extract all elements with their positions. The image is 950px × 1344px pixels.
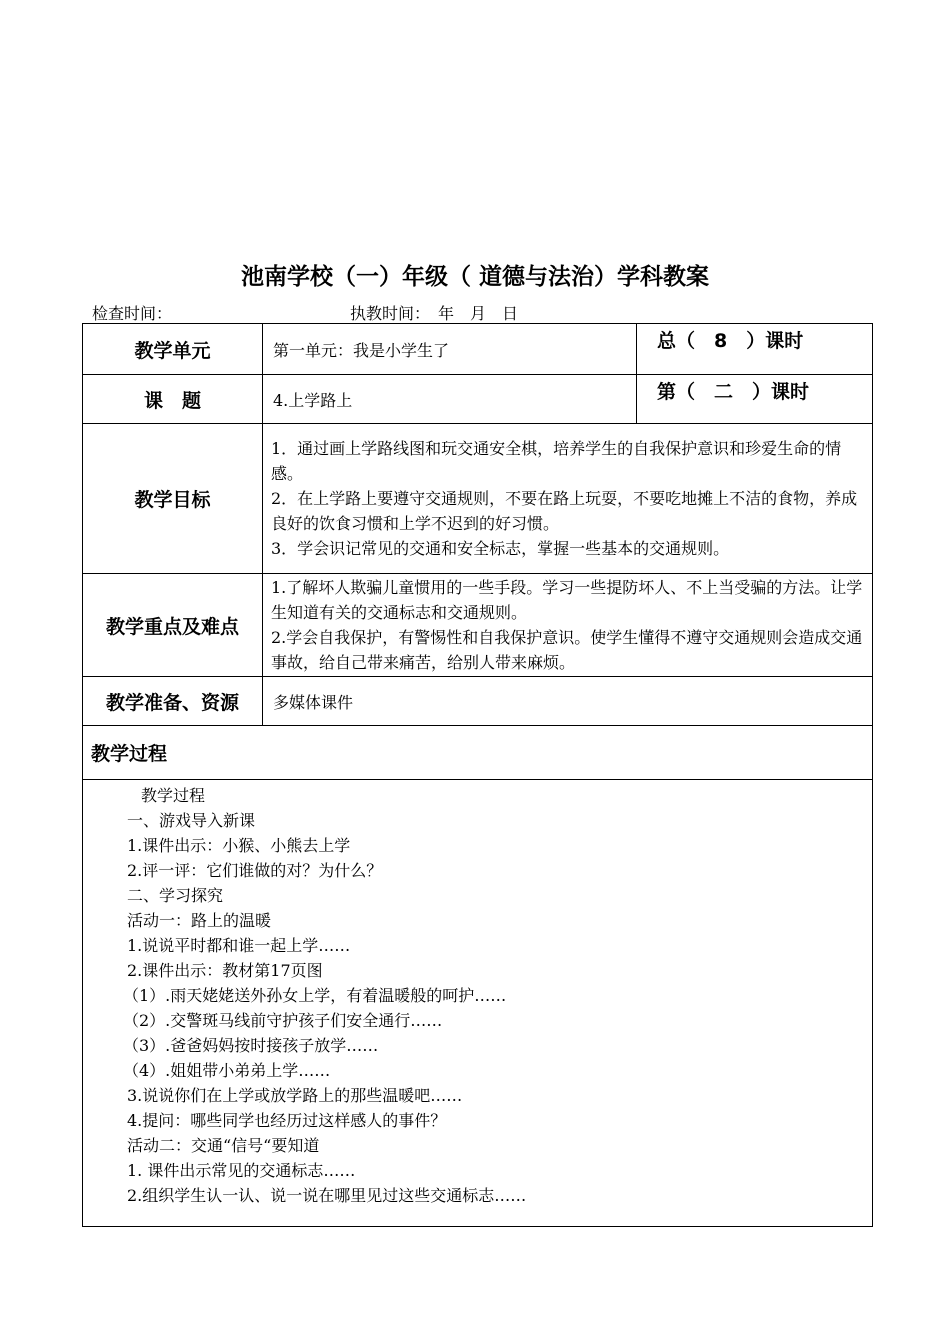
process-content <box>83 780 873 1227</box>
topic-label: 课 题 <box>83 375 263 424</box>
process-line: 二、学习探究 <box>127 886 224 905</box>
topic-value: 4.上学路上 <box>263 375 637 424</box>
process-line: 2.课件出示：教材第17页图 <box>127 961 323 980</box>
process-line: （2）.交警斑马线前守护孩子们安全通行…… <box>123 1011 443 1030</box>
process-line: 3.说说你们在上学或放学路上的那些温暖吧…… <box>127 1086 463 1105</box>
prep-value: 多媒体课件 <box>263 677 873 726</box>
process-line: 一、游戏导入新课 <box>127 811 256 830</box>
goal-item: 2．在上学路上要遵守交通规则，不要在路上玩耍，不要吃地摊上不洁的食物，养成良好的饮食习惯和上学不迟到的好习惯。 <box>271 489 858 533</box>
exec-time-label: 执教时间： 年 月 日 <box>350 304 519 323</box>
goals-content <box>263 424 873 574</box>
process-line: 活动一：路上的温暖 <box>127 911 272 930</box>
key-point-item: 2.学会自我保护，有警惕性和自我保护意识。使学生懂得不遵守交通规则会造成交通事故，给自己带来痛苦，给别人带来麻烦。 <box>271 628 863 672</box>
process-line: 4.提问：哪些同学也经历过这样感人的事件？ <box>127 1111 447 1130</box>
topic-row <box>83 375 873 424</box>
process-line: （4）.姐姐带小弟弟上学…… <box>123 1061 331 1080</box>
key-points-row <box>83 574 873 677</box>
process-header-row <box>83 726 873 780</box>
key-points-label: 教学重点及难点 <box>83 574 263 677</box>
unit-label: 教学单元 <box>83 324 263 375</box>
process-line: （1）.雨天姥姥送外孙女上学，有着温暖般的呵护…… <box>123 986 507 1005</box>
key-points-content <box>263 574 873 677</box>
process-label: 教学过程 <box>83 726 873 780</box>
process-line: 2.组织学生认一认、说一说在哪里见过这些交通标志…… <box>127 1186 527 1205</box>
process-line: （3）.爸爸妈妈按时接孩子放学…… <box>123 1036 379 1055</box>
unit-row <box>83 324 873 375</box>
process-line: 1. 课件出示常见的交通标志…… <box>127 1161 356 1180</box>
process-line: 活动二：交通“信号“要知道 <box>127 1136 320 1155</box>
process-line: 1.说说平时都和谁一起上学…… <box>127 936 351 955</box>
goal-item: 1．通过画上学路线图和玩交通安全棋，培养学生的自我保护意识和珍爱生命的情感。 <box>271 439 842 483</box>
goal-item: 3．学会识记常见的交通和安全标志，掌握一些基本的交通规则。 <box>271 539 730 558</box>
unit-value: 第一单元：我是小学生了 <box>263 324 637 375</box>
total-hours: 总（ 8 ）课时 <box>637 324 873 375</box>
process-line: 2.评一评：它们谁做的对？为什么？ <box>127 861 383 880</box>
goals-label: 教学目标 <box>83 424 263 574</box>
prep-label: 教学准备、资源 <box>83 677 263 726</box>
check-time-label: 检查时间： <box>92 304 173 323</box>
lesson-plan-table <box>82 323 873 1227</box>
process-line: 教学过程 <box>141 786 206 805</box>
key-point-item: 1.了解坏人欺骗儿童惯用的一些手段。学习一些提防坏人、不上当受骗的方法。让学生知道有关的交通标志和交通规则。 <box>271 578 863 622</box>
goals-row <box>83 424 873 574</box>
process-line: 1.课件出示：小猴、小熊去上学 <box>127 836 351 855</box>
process-content-row <box>83 780 873 1227</box>
lesson-number: 第（ 二 ）课时 <box>637 375 873 424</box>
prep-row <box>83 677 873 726</box>
document-title: 池南学校（一）年级（ 道德与法治）学科教案 <box>240 264 709 290</box>
